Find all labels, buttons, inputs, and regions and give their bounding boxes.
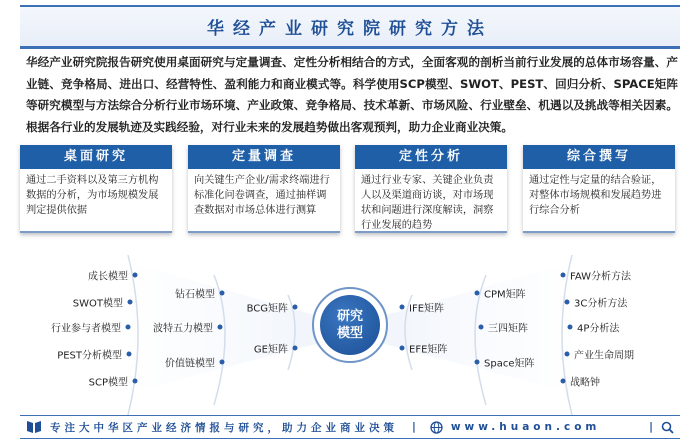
model-dot xyxy=(133,273,138,278)
model-dot xyxy=(568,325,573,330)
divider: | xyxy=(649,421,653,433)
model-dot xyxy=(126,325,131,330)
model-dot xyxy=(133,379,138,384)
center-circle xyxy=(312,287,388,363)
card-body: 通过二手资料以及第三方机构数据的分析，为市场规模发展判定提供依据 xyxy=(26,175,159,216)
model-label: 行业参与者模型 xyxy=(51,323,121,335)
model-dot xyxy=(400,346,405,351)
model-dot xyxy=(293,305,298,310)
search-icon[interactable] xyxy=(661,421,674,434)
model-label: CPM矩阵 xyxy=(484,289,526,301)
model-dot xyxy=(218,325,223,330)
website-link[interactable]: www.huaon.com xyxy=(450,421,601,433)
model-label: 三四矩阵 xyxy=(488,323,528,335)
footer xyxy=(20,415,680,439)
center-label: 研究模型 xyxy=(320,295,380,355)
title-band xyxy=(20,5,680,49)
card-title: 定性分析 xyxy=(355,145,507,169)
card-body: 向关键生产企业/需求终端进行标准化问卷调查，通过抽样调查数据对市场总体进行测算 xyxy=(194,175,330,216)
model-label: 价值链模型 xyxy=(165,358,215,370)
divider: | xyxy=(412,421,416,433)
model-label: IFE矩阵 xyxy=(409,303,445,315)
card-body: 通过定性与定量的结合验证，对整体市场规模和发展趋势进行综合分析 xyxy=(529,175,662,216)
model-label: 波特五力模型 xyxy=(153,323,213,335)
card-title: 综合撰写 xyxy=(523,145,675,169)
model-label: 4P分析法 xyxy=(577,323,620,335)
model-label: SCP模型 xyxy=(88,377,128,389)
book-logo-icon xyxy=(26,420,42,434)
model-label: EFE矩阵 xyxy=(409,344,448,356)
page-title: 华经产业研究院研究方法 xyxy=(207,19,493,39)
card-quantitative-survey xyxy=(188,145,340,233)
footer-slogan: 专注大中华区产业经济情报与研究，助力企业商业决策 xyxy=(50,421,398,434)
model-dot xyxy=(127,352,132,357)
model-dot xyxy=(479,325,484,330)
intro-paragraph: 华经产业研究院报告研究使用桌面研究与定量调查、定性分析相结合的方式，全面客观的剖析当前行业发展的总体市场容量、产业链、竞争格局、进出口、经营特性、盈利能力和商业模式等。科学使用SCP模型、SWOT、PEST、回归分析、SPACE矩阵等研究模型与方法综合分析行业市场环境、产业政策、竞争格局、技术革新、市场风险、行业壁垒、机遇以及挑战等相关因素。根据各行业的发展轨迹及实践经验，对行业未来的发展趋势做出客观预判，助力企业商业决策。 xyxy=(26,55,678,134)
model-dot xyxy=(220,291,225,296)
model-dot xyxy=(565,300,570,305)
model-label: 3C分析方法 xyxy=(574,298,628,310)
model-dot xyxy=(128,300,133,305)
model-dot xyxy=(561,379,566,384)
model-label: 产业生命周期 xyxy=(574,350,634,362)
model-label: 成长模型 xyxy=(88,271,128,283)
model-label: GE矩阵 xyxy=(253,344,288,356)
model-label: 战略钟 xyxy=(570,377,600,389)
card-desk-research xyxy=(20,145,172,233)
globe-icon xyxy=(430,421,443,434)
model-label: SWOT模型 xyxy=(72,298,123,310)
model-dot xyxy=(220,360,225,365)
model-label: Space矩阵 xyxy=(484,358,535,370)
card-comprehensive-writing xyxy=(523,145,675,233)
model-dot xyxy=(475,360,480,365)
card-title: 定量调查 xyxy=(188,145,340,169)
model-label: FAW分析方法 xyxy=(570,271,632,283)
card-qualitative-analysis xyxy=(355,145,507,233)
model-dot xyxy=(561,273,566,278)
model-label: PEST分析模型 xyxy=(57,350,122,362)
model-dot xyxy=(565,352,570,357)
card-title: 桌面研究 xyxy=(20,145,172,169)
model-label: BCG矩阵 xyxy=(246,303,288,315)
card-body: 通过行业专家、关键企业负责人以及渠道商访谈，对市场现状和问题进行深度解读，洞察行业发展的趋势 xyxy=(361,175,494,231)
model-dot xyxy=(475,291,480,296)
model-label: 钻石模型 xyxy=(175,289,215,301)
model-dot xyxy=(400,305,405,310)
model-dot xyxy=(293,346,298,351)
